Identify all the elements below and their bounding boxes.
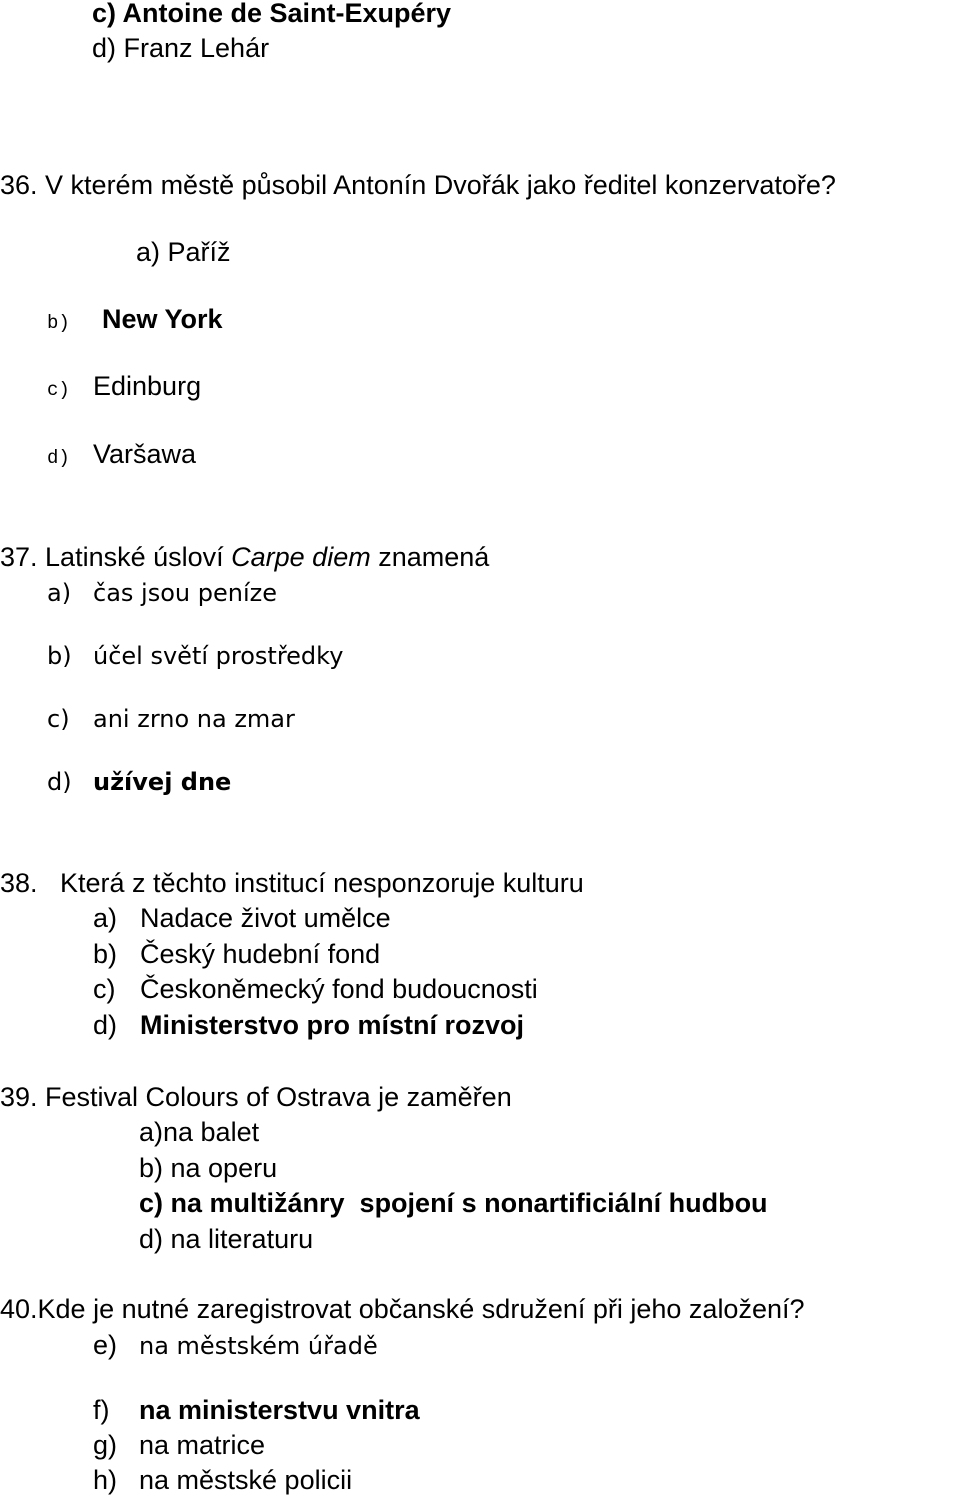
q37-question-prefix: 37. Latinské úsloví: [0, 542, 232, 572]
q40-option-e-label: e): [93, 1330, 118, 1360]
q40-option-e: [93, 1328, 378, 1363]
q38-option-a-text: Nadace život umělce: [140, 903, 391, 933]
q36-option-b: [47, 302, 223, 340]
q38-option-b-label: b): [93, 939, 118, 969]
q40-option-f: [93, 1393, 420, 1427]
q37-option-a-label: a): [47, 579, 72, 607]
q35-option-c: c) Antoine de Saint-Exupéry: [92, 0, 452, 28]
q36-option-c-label: c): [47, 379, 70, 401]
q37-option-a-text: čas jsou peníze: [93, 579, 277, 607]
q37-option-d: [47, 765, 231, 799]
q38-option-c-label: c): [93, 974, 116, 1004]
q40-option-g: [93, 1428, 265, 1462]
q39-question: 39. Festival Colours of Ostrava je zaměřen: [0, 1082, 512, 1112]
q36-option-c: [47, 369, 201, 407]
q38-option-a-label: a): [93, 903, 118, 933]
q39-option-b: b) na operu: [139, 1153, 278, 1183]
q37-option-c-text: ani zrno na zmar: [93, 705, 295, 733]
q39-option-a: a)na balet: [139, 1117, 260, 1147]
q38-option-d-text: Ministerstvo pro místní rozvoj: [140, 1010, 525, 1040]
q40-option-e-text: na městském úřadě: [139, 1332, 378, 1360]
q40-option-f-text: na ministerstvu vnitra: [139, 1395, 420, 1425]
q40-option-g-text: na matrice: [139, 1430, 266, 1460]
q37-option-c: [47, 702, 295, 736]
q40-option-g-label: g): [93, 1430, 118, 1460]
q36-option-b-text: New York: [102, 304, 223, 334]
q38-option-b: [93, 937, 380, 971]
q40-option-h-text: na městské policii: [139, 1465, 353, 1495]
q38-option-c: [93, 972, 538, 1006]
q40-option-f-label: f): [93, 1395, 110, 1425]
q36-option-c-text: Edinburg: [93, 371, 202, 401]
q38-number: 38.: [0, 868, 38, 898]
q37-option-b-text: účel světí prostředky: [93, 642, 344, 670]
q37-question-suffix: znamená: [370, 542, 490, 572]
q38-question-text: Která z těchto institucí nesponzoruje kulturu: [60, 868, 584, 898]
q38-option-c-text: Českoněmecký fond budoucnosti: [140, 974, 538, 1004]
q36-question: 36. V kterém městě působil Antonín Dvořák jako ředitel konzervatoře?: [0, 170, 836, 200]
q36-option-d: [47, 437, 196, 475]
q37-option-a: [47, 576, 277, 610]
q37-option-b-label: b): [47, 642, 72, 670]
q35-option-d: d) Franz Lehár: [92, 33, 270, 63]
q40-option-h: [93, 1463, 352, 1497]
q37-option-b: [47, 639, 343, 673]
q40-option-h-label: h): [93, 1465, 118, 1495]
q36-option-a: a) Paříž: [136, 237, 231, 267]
q37-question-italic: Carpe diem: [231, 542, 371, 572]
q36-option-d-text: Varšawa: [93, 439, 197, 469]
q38-option-d-label: d): [93, 1010, 118, 1040]
q36-option-d-label: d): [47, 447, 70, 469]
q38-option-a: [93, 901, 391, 935]
q37-option-d-text: užívej dne: [93, 768, 232, 796]
q38-option-b-text: Český hudební fond: [140, 939, 381, 969]
q39-option-d: d) na literaturu: [139, 1224, 314, 1254]
q38-question: [0, 866, 584, 900]
q37-option-c-label: c): [47, 705, 70, 733]
q39-option-c: c) na multižánry spojení s nonartificiální hudbou: [139, 1188, 768, 1218]
q37-question: [0, 540, 489, 574]
q38-option-d: [93, 1008, 524, 1042]
q37-option-d-label: d): [47, 768, 72, 796]
q36-option-b-label: b): [47, 312, 70, 334]
q40-question: 40.Kde je nutné zaregistrovat občanské sdružení při jeho založení?: [0, 1294, 805, 1324]
